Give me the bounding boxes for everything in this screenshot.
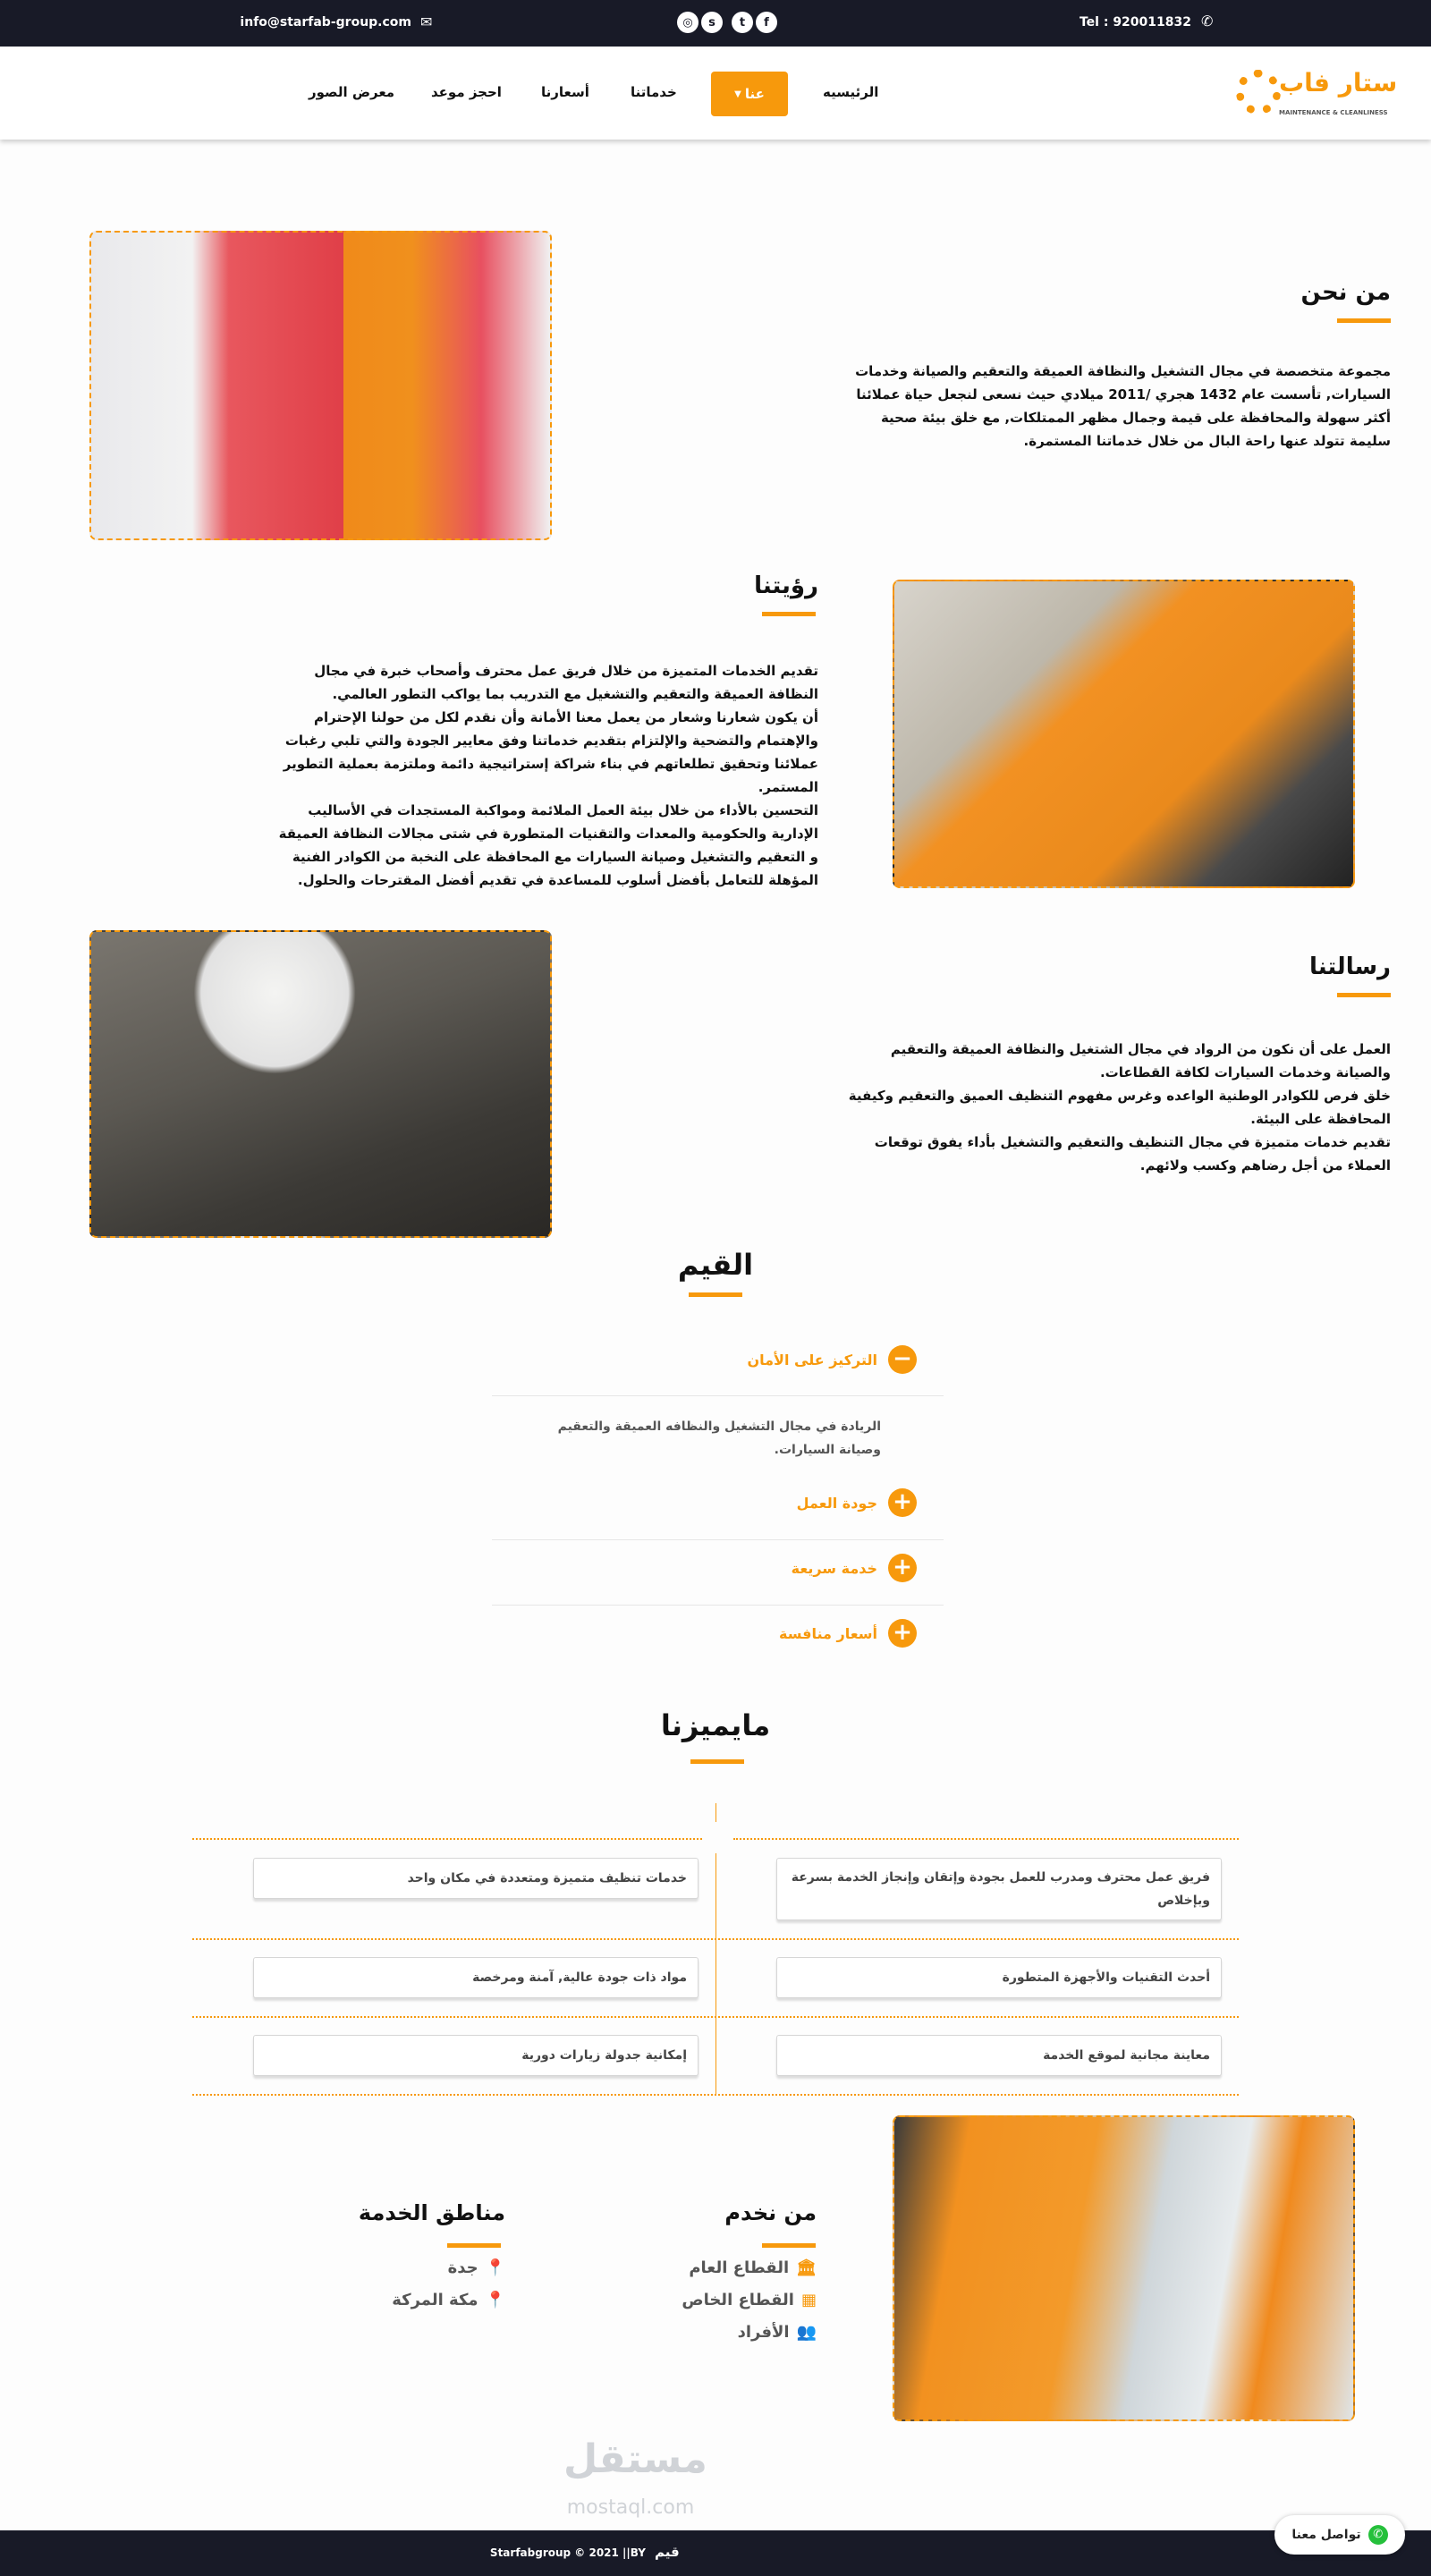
accordion-label: جودة العمل [796,1494,877,1512]
caret-down-icon: ▼ [734,89,741,99]
map-marker-icon: 📍 [485,2290,505,2309]
nav-prices[interactable]: أسعارنا [541,84,589,100]
values-title: القيم [677,1248,754,1282]
snapchat-icon[interactable]: s [701,12,723,33]
area-item [326,2251,505,2284]
vision-title: رؤيتنا [754,572,818,599]
plus-circle-icon: + [888,1619,917,1648]
about-title: من نحن [1300,279,1391,306]
divider [492,1395,944,1396]
watermark-logo: مستقل [563,2436,707,2482]
twitter-icon[interactable]: t [732,12,753,33]
plus-circle-icon: + [888,1488,917,1517]
vision-text [273,659,818,892]
serve-label: القطاع الخاص [682,2290,794,2309]
phone-icon: ✆ [1201,13,1214,30]
dotted-divider [192,1838,702,1840]
serve-title: من نخدم [724,2200,817,2225]
areas-list [326,2251,505,2316]
features-underline [690,1759,744,1764]
instagram-icon[interactable]: ◎ [677,12,699,33]
about-underline [1337,318,1391,323]
footer [0,2530,1431,2576]
area-label: جدة [447,2258,478,2277]
mission-line: تقديم خدمات متميزة في مجال التنظيف والتعقيم والتشغيل بأداء يفوق توقعات العملاء من أجل رضاهم وكسب ولائهم. [874,1134,1391,1174]
accordion-item-safety[interactable] [747,1345,917,1374]
mission-text [836,1038,1391,1177]
dotted-divider [192,1938,1239,1940]
building-icon: ▦ [800,2290,817,2309]
logo-tagline: MAINTENANCE & CLEANLINESS [1279,109,1388,116]
dotted-divider [192,2094,1239,2096]
plus-circle-icon: + [888,1554,917,1582]
nav-about-label: عنا [744,86,765,102]
bank-icon: 🏛 [796,2258,817,2277]
dotted-divider [733,1838,1239,1840]
accordion-body: الريادة في مجال التشغيل والنظافه العميقة والتعقيم وصيانة السيارات. [557,1419,881,1457]
serve-label: الأفراد [737,2322,790,2342]
serve-photo [893,2115,1355,2421]
accordion-label: أسعار منافسة [779,1624,877,1642]
logo-text[interactable]: ستار فاب [1279,68,1398,97]
features-title: مايميزنا [660,1708,771,1742]
accordion-label: التركيز على الأمان [747,1351,877,1368]
whatsapp-label: تواصل معنا [1291,2528,1361,2542]
dotted-divider [192,2016,1239,2018]
vision-underline [762,612,816,616]
watermark-url: mostaql.com [566,2496,695,2519]
mission-line: العمل على أن نكون من الرواد في مجال الشتغيل والنظافة العميقة والتعقيم والصيانة وخدمات السيارات لكافة القطاعات. [890,1041,1391,1080]
nav-gallery[interactable]: معرض الصور [309,84,395,100]
top-bar [0,0,1431,47]
vision-line: تقديم الخدمات المتميزة من خلال فريق عمل محترف وأصحاب خبرة في مجال النظافة العميقة والتعقيم والتشغيل مع التدريب بما يواكب التطور العالمي. [314,663,818,702]
accordion-item-fast-service[interactable] [792,1554,917,1582]
feature-card: فريق عمل محترف ومدرب للعمل بجودة وإتقان وإنجاز الخدمة بسرعة وبإخلاص [776,1858,1222,1920]
serve-item [620,2251,817,2284]
nav-booking[interactable]: احجز موعد [431,84,502,100]
brand-logo[interactable]: قيم [655,2544,680,2560]
envelope-icon: ✉ [420,13,433,30]
serve-underline [762,2243,816,2248]
feature-card: مواد ذات جودة عالية, آمنة ومرخصة [253,1957,699,1998]
nav-home[interactable]: الرئيسيه [823,84,879,100]
users-icon: 👥 [796,2322,817,2342]
nav-services[interactable]: خدماتنا [631,84,677,100]
facebook-icon[interactable]: f [756,12,777,33]
about-text: مجموعة متخصصة في مجال التشغيل والنظافة العميقة والتعقيم والصيانة وخدمات السيارات, تأسست عام 1432 هجري /2011 ميلادي حيث نسعى لنجعل حياة عملائنا أكثر سهولة والمحافظة على قيمة وجمال مظهر الممتلكات, مع خلق بيئة صحية سليمة تتولد عنها راحة البال من خلال خدماتنا المستمرة. [855,363,1391,449]
logo-gear-icon [1236,70,1281,114]
vision-photo [893,580,1355,888]
feature-card: إمكانية جدولة زيارات دورية [253,2035,699,2076]
feature-card: خدمات تنظيف متميزة ومتعددة في مكان واحد [253,1858,699,1899]
area-label: مكة المركة [392,2290,478,2309]
divider [492,1605,944,1606]
map-marker-icon: 📍 [485,2258,505,2277]
mission-line: خلق فرص للكوادر الوطنية الواعده وغرس مفهوم التنظيف العميق والتعقيم وكيفية المحافظة على البيئة. [848,1088,1391,1127]
whatsapp-icon: ✆ [1368,2525,1388,2545]
serve-list [620,2251,817,2348]
vision-line: أن يكون شعارنا وشعار من يعمل معنا الأمانة وأن نقدم لكل من حولنا الإحترام والإهتمام والتضحية والإلتزام بتقديم خدماتنا وفق معايير الجودة والتي تلبي رغبات عملائنا وتحقيق تطلعاتهم في بناء شراكة إستراتيجية دائمة وملتزمة بعملية التطوير المستمر. [283,709,818,795]
minus-circle-icon: − [888,1345,917,1374]
accordion-label: خدمة سريعة [791,1559,877,1577]
serve-label: القطاع العام [689,2258,790,2277]
area-item [326,2284,505,2316]
about-photo [89,231,552,540]
values-underline [689,1292,742,1297]
mission-title: رسالتنا [1308,953,1391,980]
whatsapp-button[interactable] [1274,2515,1405,2555]
main-nav [0,48,1431,140]
divider [492,1539,944,1540]
mission-photo [89,930,552,1238]
serve-item [620,2316,817,2348]
copyright: Starfabgroup © 2021 ||BY [489,2546,646,2559]
mission-underline [1337,993,1391,997]
accordion-item-prices[interactable] [779,1619,917,1648]
feature-card: أحدث التقنيات والأجهزة المتطورة [776,1957,1222,1998]
accordion-item-quality[interactable] [797,1488,917,1517]
phone-number[interactable]: Tel : 920011832 [1079,15,1191,30]
areas-underline [447,2243,501,2248]
vision-line: التحسين بالأداء من خلال بيئة العمل الملائمة ومواكبة المستجدات في الأساليب الإدارية والحكومية والمعدات والتقنيات المتطورة في شتى مجالات النظافة العميقة و التعقيم والتشغيل وصيانة السيارات مع المحافظة على النخبة من الكوادر الفنية المؤهلة للتعامل بأفضل أسلوب للمساعدة في تقديم أفضل المقترحات والحلول. [278,802,818,888]
serve-item [620,2284,817,2316]
nav-about[interactable] [711,72,788,116]
email-link[interactable]: info@starfab-group.com [240,15,411,30]
areas-title: مناطق الخدمة [358,2200,505,2225]
feature-card: معاينة مجانية لموقع الخدمة [776,2035,1222,2076]
